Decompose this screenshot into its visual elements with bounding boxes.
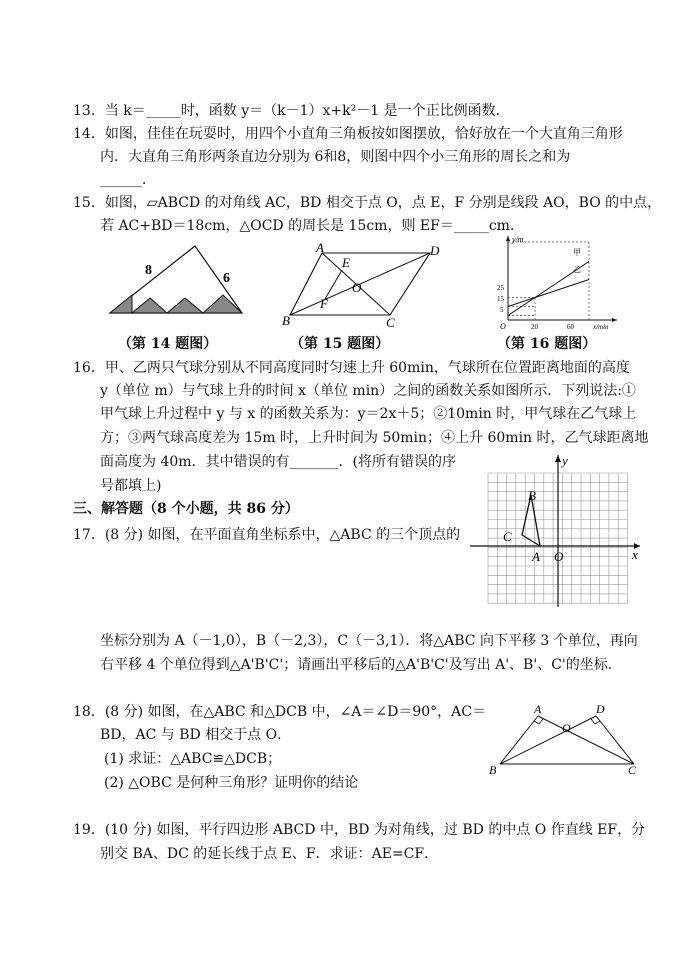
- figure-17-grid: [470, 455, 645, 610]
- segment-dc: [596, 716, 634, 764]
- x-axis-label: x/min: [593, 323, 609, 331]
- figure-16-chart: [495, 232, 625, 332]
- y-axis-label: y/m: [512, 235, 524, 244]
- label-8: 8: [145, 263, 152, 278]
- series-label-yi: 乙: [573, 265, 581, 274]
- fig16-caption: （第 16 题图）: [497, 336, 597, 352]
- origin-label: O: [554, 549, 564, 564]
- q16-line6: 号都填上): [100, 478, 162, 494]
- axis-label-x: x: [632, 547, 638, 562]
- q13-text: 13．当 k＝_____时，函数 y＝（k－1）x+k²－1 是一个正比例函数．: [73, 103, 510, 119]
- q15-line2: 若 AC+BD＝18cm，△OCD 的周长是 15cm，则 EF＝_____cm．: [100, 218, 524, 234]
- q16-line5: 面高度为 40m．其中错误的有_______．(将所有错误的序: [100, 454, 457, 470]
- q18-line1: 18．(8 分) 如图，在△ABC 和△DCB 中，∠A＝∠D＝90°，AC＝: [73, 704, 487, 720]
- y-tick-25: 25: [497, 284, 504, 292]
- q14-line3: ______．: [100, 172, 156, 188]
- pt-B: B: [282, 313, 290, 328]
- pt-A: A: [316, 243, 324, 255]
- pt-O: O: [352, 280, 362, 295]
- q19-line1: 19．(10 分) 如图，平行四边形 ABCD 中，BD 为对角线，过 BD 的中点 O 作直线 EF，分: [73, 822, 646, 838]
- q16-line4: 方；③两气球高度差为 15m 时，上升时间为 50min；④上升 60min 时，乙气球距离地: [100, 430, 649, 446]
- pt-C: C: [386, 315, 395, 328]
- q19-line2: 别交 BA、DC 的延长线于点 E、F．求证：AE=CF．: [100, 846, 439, 862]
- figure-15: [280, 243, 445, 328]
- pt-A: A: [534, 702, 542, 716]
- section-3-heading: 三、解答题（8 个小题，共 86 分）: [73, 501, 299, 517]
- pt-A: A: [532, 549, 540, 564]
- figure-18: [488, 700, 643, 780]
- fig14-caption: （第 14 题图）: [118, 336, 218, 352]
- y-tick-5: 5: [500, 306, 504, 314]
- segment-ba: [500, 716, 538, 764]
- series-label-jia: 甲: [573, 248, 581, 257]
- small-triangle-2: [132, 298, 167, 313]
- segment-ac: [538, 716, 634, 764]
- x-tick-20: 20: [531, 323, 538, 331]
- q16-line2: y（单位 m）与气球上升的时间 x（单位 min）之间的函数关系如图所示．下列说法:①: [100, 383, 636, 399]
- q14-line2: 内．大直角三角形两条直边分别为 6和8，则图中四个小三角形的周长之和为: [100, 149, 571, 165]
- q17-line1: 17．(8 分) 如图，在平面直角坐标系中，△ABC 的三个顶点的: [73, 527, 461, 543]
- pt-B: B: [528, 488, 536, 503]
- x-tick-origin: O: [500, 322, 506, 331]
- q18-line2: BD，AC 与 BD 相交于点 O．: [100, 727, 292, 743]
- q17-line3: 右平移 4 个单位得到△A'B'C'；请画出平移后的△A'B'C'及写出 A'、B'、C'的坐标．: [100, 657, 622, 673]
- segment-ef: [325, 270, 342, 299]
- axis-label-y: y: [562, 455, 568, 468]
- q14-line1: 14．如图，佳佳在玩耍时，用四个小直角三角板按如图摆放，恰好放在一个大直角三角形: [73, 126, 623, 142]
- q16-line1: 16．甲、乙两只气球分别从不同高度同时匀速上升 60min，气球所在位置距离地面的高度: [73, 360, 630, 376]
- pt-C: C: [628, 763, 637, 777]
- pt-F: F: [320, 296, 328, 311]
- pt-E: E: [342, 255, 350, 270]
- pt-D: D: [596, 702, 605, 716]
- y-axis-arrow: [555, 455, 561, 462]
- pt-O: O: [562, 721, 571, 735]
- pt-C: C: [503, 529, 512, 544]
- q17-line2: 坐标分别为 A（－1,0），B（－2,3），C（－3,1）．将△ABC 向下平移 3 个单位，再向: [100, 633, 638, 649]
- pt-D: D: [430, 243, 440, 258]
- y-axis-arrow: [506, 236, 510, 241]
- y-tick-15: 15: [497, 295, 504, 303]
- fig15-caption: （第 15 题图）: [290, 336, 390, 352]
- figure-14: [105, 240, 245, 320]
- series-line-yi: [508, 280, 589, 307]
- segment-bd: [500, 716, 596, 764]
- q16-line3: 甲气球上升过程中 y 与 x 的函数关系为：y＝2x＋5；②10min 时，甲气球在乙气球上: [100, 406, 637, 422]
- q18-line3: (1) 求证：△ABC≌△DCB；: [104, 751, 282, 767]
- pt-B: B: [489, 763, 497, 777]
- small-triangle-1: [110, 295, 132, 313]
- q15-line1: 15．如图，▱ABCD 的对角线 AC，BD 相交于点 O，点 E，F 分别是线段 AO，BO 的中点，: [73, 195, 662, 211]
- label-6: 6: [223, 271, 230, 286]
- q18-line4: (2) △OBC 是何种三角形？证明你的结论: [104, 775, 359, 791]
- x-axis-arrow: [612, 318, 617, 322]
- small-triangle-3: [167, 298, 203, 313]
- x-tick-60: 60: [567, 323, 574, 331]
